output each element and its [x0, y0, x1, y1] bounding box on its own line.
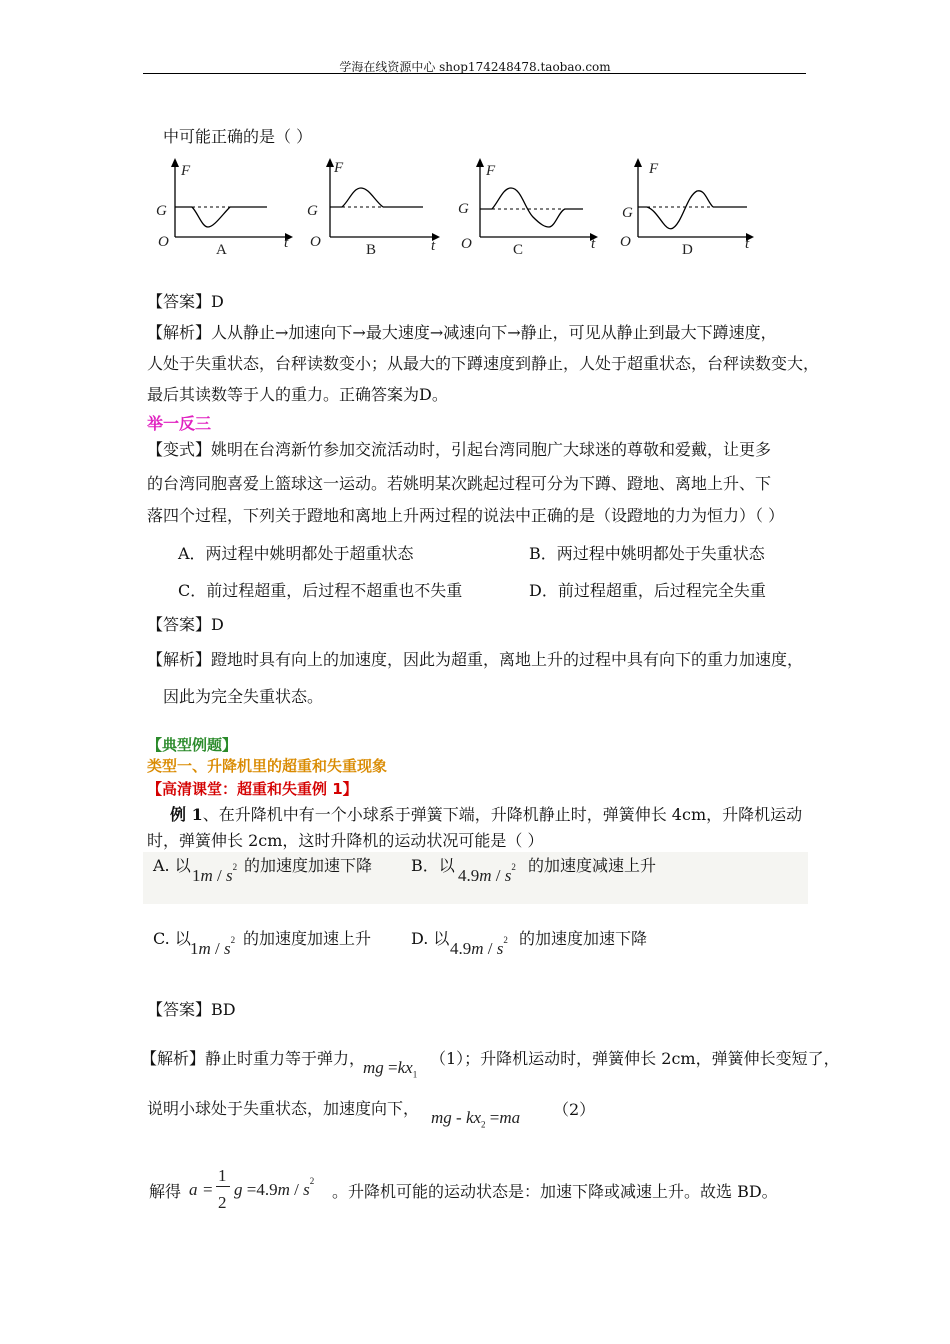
variant-option-c: C．前过程超重，后过程不超重也不失重: [178, 581, 463, 600]
curve-c: [492, 188, 565, 227]
analysis-2-line-2: 因此为完全失重状态。: [163, 687, 324, 706]
analysis-3-line-3-prefix: 解得: [149, 1182, 182, 1201]
analysis-2-line-1: 【解析】蹬地时具有向上的加速度，因此为超重，离地上升的过程中具有向下的重力加速度，: [147, 650, 804, 669]
example-option-d-prefix: D. 以: [411, 929, 450, 948]
example-option-a-value: $1m / s^2$: [192, 862, 238, 885]
example-1-line-2: 时，弹簧伸长 2cm，这时升降机的运动状况可能是（ ）: [147, 831, 544, 850]
graph-c-caption: C: [513, 242, 524, 258]
graph-c-t-label: t: [591, 236, 596, 252]
graph-b-f-label: F: [334, 160, 344, 176]
graph-b-g-label: G: [307, 203, 318, 219]
graph-b-t-label: t: [431, 238, 436, 254]
solution-equals: =: [203, 1180, 213, 1199]
graph-b-caption: B: [366, 242, 377, 258]
example-option-d-value: $4.9m / s^2$: [450, 935, 508, 958]
question-tail: 中可能正确的是（ ）: [163, 127, 313, 146]
section-jyfs: 举一反三: [147, 414, 212, 433]
answer-1: 【答案】D: [147, 292, 224, 311]
solution-a: a: [189, 1180, 198, 1199]
analysis-3-line-1-suffix: （1）；升降机运动时，弹簧伸长 2cm，弹簧伸长变短了，: [430, 1049, 840, 1068]
fraction-bar: [216, 1186, 230, 1187]
example-option-a-text: 的加速度加速下降: [244, 856, 373, 875]
example-1-prefix: 例 1: [170, 805, 203, 824]
example-option-c-prefix: C. 以: [153, 929, 191, 948]
fraction-numerator: 1: [218, 1166, 227, 1185]
graph-a-t-label: t: [284, 235, 289, 251]
equation-2-tag: （2）: [553, 1100, 596, 1119]
example-option-b-text: 的加速度减速上升: [528, 856, 657, 875]
analysis-1-line-3: 最后其读数等于人的重力。正确答案为D。: [147, 385, 448, 404]
section-typical-examples: 【典型例题】: [147, 736, 238, 754]
analysis-1-line-2: 人处于失重状态，台秤读数变小；从最大的下蹲速度到静止，人处于超重状态，台秤读数变大，: [147, 354, 820, 373]
answer-2: 【答案】D: [147, 615, 224, 634]
variant-option-b: B．两过程中姚明都处于失重状态: [529, 544, 765, 563]
graph-d-o-label: O: [620, 234, 631, 250]
analysis-3-line-3-suffix: 。升降机可能的运动状态是：加速下降或减速上升。故选 BD。: [332, 1182, 778, 1201]
example-option-b-prefix: B．以: [411, 856, 455, 875]
graph-d-f-label: F: [649, 161, 659, 177]
example-option-d-text: 的加速度加速下降: [519, 929, 648, 948]
graph-c-f-label: F: [486, 163, 496, 179]
curve-a: [192, 207, 230, 227]
graph-a-f-label: F: [181, 163, 191, 179]
variant-line-3: 落四个过程，下列关于蹬地和离地上升两过程的说法中正确的是（设蹬地的力为恒力）（ ）: [147, 506, 785, 525]
analysis-3-line-1-prefix: 【解析】静止时重力等于弹力，: [141, 1049, 366, 1068]
hd-classroom-heading: 【高清课堂：超重和失重例 1】: [147, 780, 358, 798]
graph-a-g-label: G: [156, 203, 167, 219]
header-divider: [143, 73, 806, 74]
example-option-c-value: $1m / s^2$: [190, 935, 236, 958]
solution-value: $g =4.9m / s^2$: [234, 1176, 315, 1199]
type-one-heading: 类型一、升降机里的超重和失重现象: [147, 757, 388, 775]
analysis-1-line-1: 【解析】人从静止→加速向下→最大速度→减速向下→静止，可见从静止到最大下蹲速度，: [147, 323, 777, 342]
graph-c-o-label: O: [461, 236, 472, 252]
graph-c-g-label: G: [458, 201, 469, 217]
f-arrow: [171, 158, 179, 167]
curve-d: [647, 191, 713, 229]
equation-2: mg - $kx_2 =ma$: [431, 1108, 521, 1130]
variant-option-d: D．前过程超重，后过程完全失重: [529, 581, 766, 600]
example-option-b-value: $4.9m / s^2$: [458, 862, 516, 885]
page-header: 学海在线资源中心 shop174248478.taobao.com: [339, 60, 611, 74]
variant-line-1: 【变式】姚明在台湾新竹参加交流活动时，引起台湾同胞广大球迷的尊敬和爱戴，让更多: [147, 440, 772, 459]
example-option-a-prefix: A. 以: [153, 856, 191, 875]
answer-3: 【答案】BD: [147, 1000, 236, 1019]
graph-d-caption: D: [682, 242, 693, 258]
fraction-denominator: 2: [218, 1193, 227, 1212]
graph-d-g-label: G: [622, 205, 633, 221]
equation-1: mg $=kx_1$: [363, 1058, 418, 1080]
graph-d-t-label: t: [745, 236, 750, 252]
graph-a-caption: A: [216, 242, 227, 258]
example-option-c-text: 的加速度加速上升: [243, 929, 372, 948]
graph-a-o-label: O: [158, 234, 169, 250]
variant-line-2: 的台湾同胞喜爱上篮球这一运动。若姚明某次跳起过程可分为下蹲、蹬地、离地上升、下: [147, 474, 772, 493]
curve-b: [342, 188, 383, 207]
analysis-3-line-2-prefix: 说明小球处于失重状态，加速度向下，: [147, 1099, 420, 1118]
example-1-line-1: 例 1、在升降机中有一个小球系于弹簧下端，升降机静止时，弹簧伸长 4cm，升降机运动: [170, 805, 803, 824]
graph-b-o-label: O: [310, 234, 321, 250]
variant-option-a: A．两过程中姚明都处于超重状态: [178, 544, 414, 563]
